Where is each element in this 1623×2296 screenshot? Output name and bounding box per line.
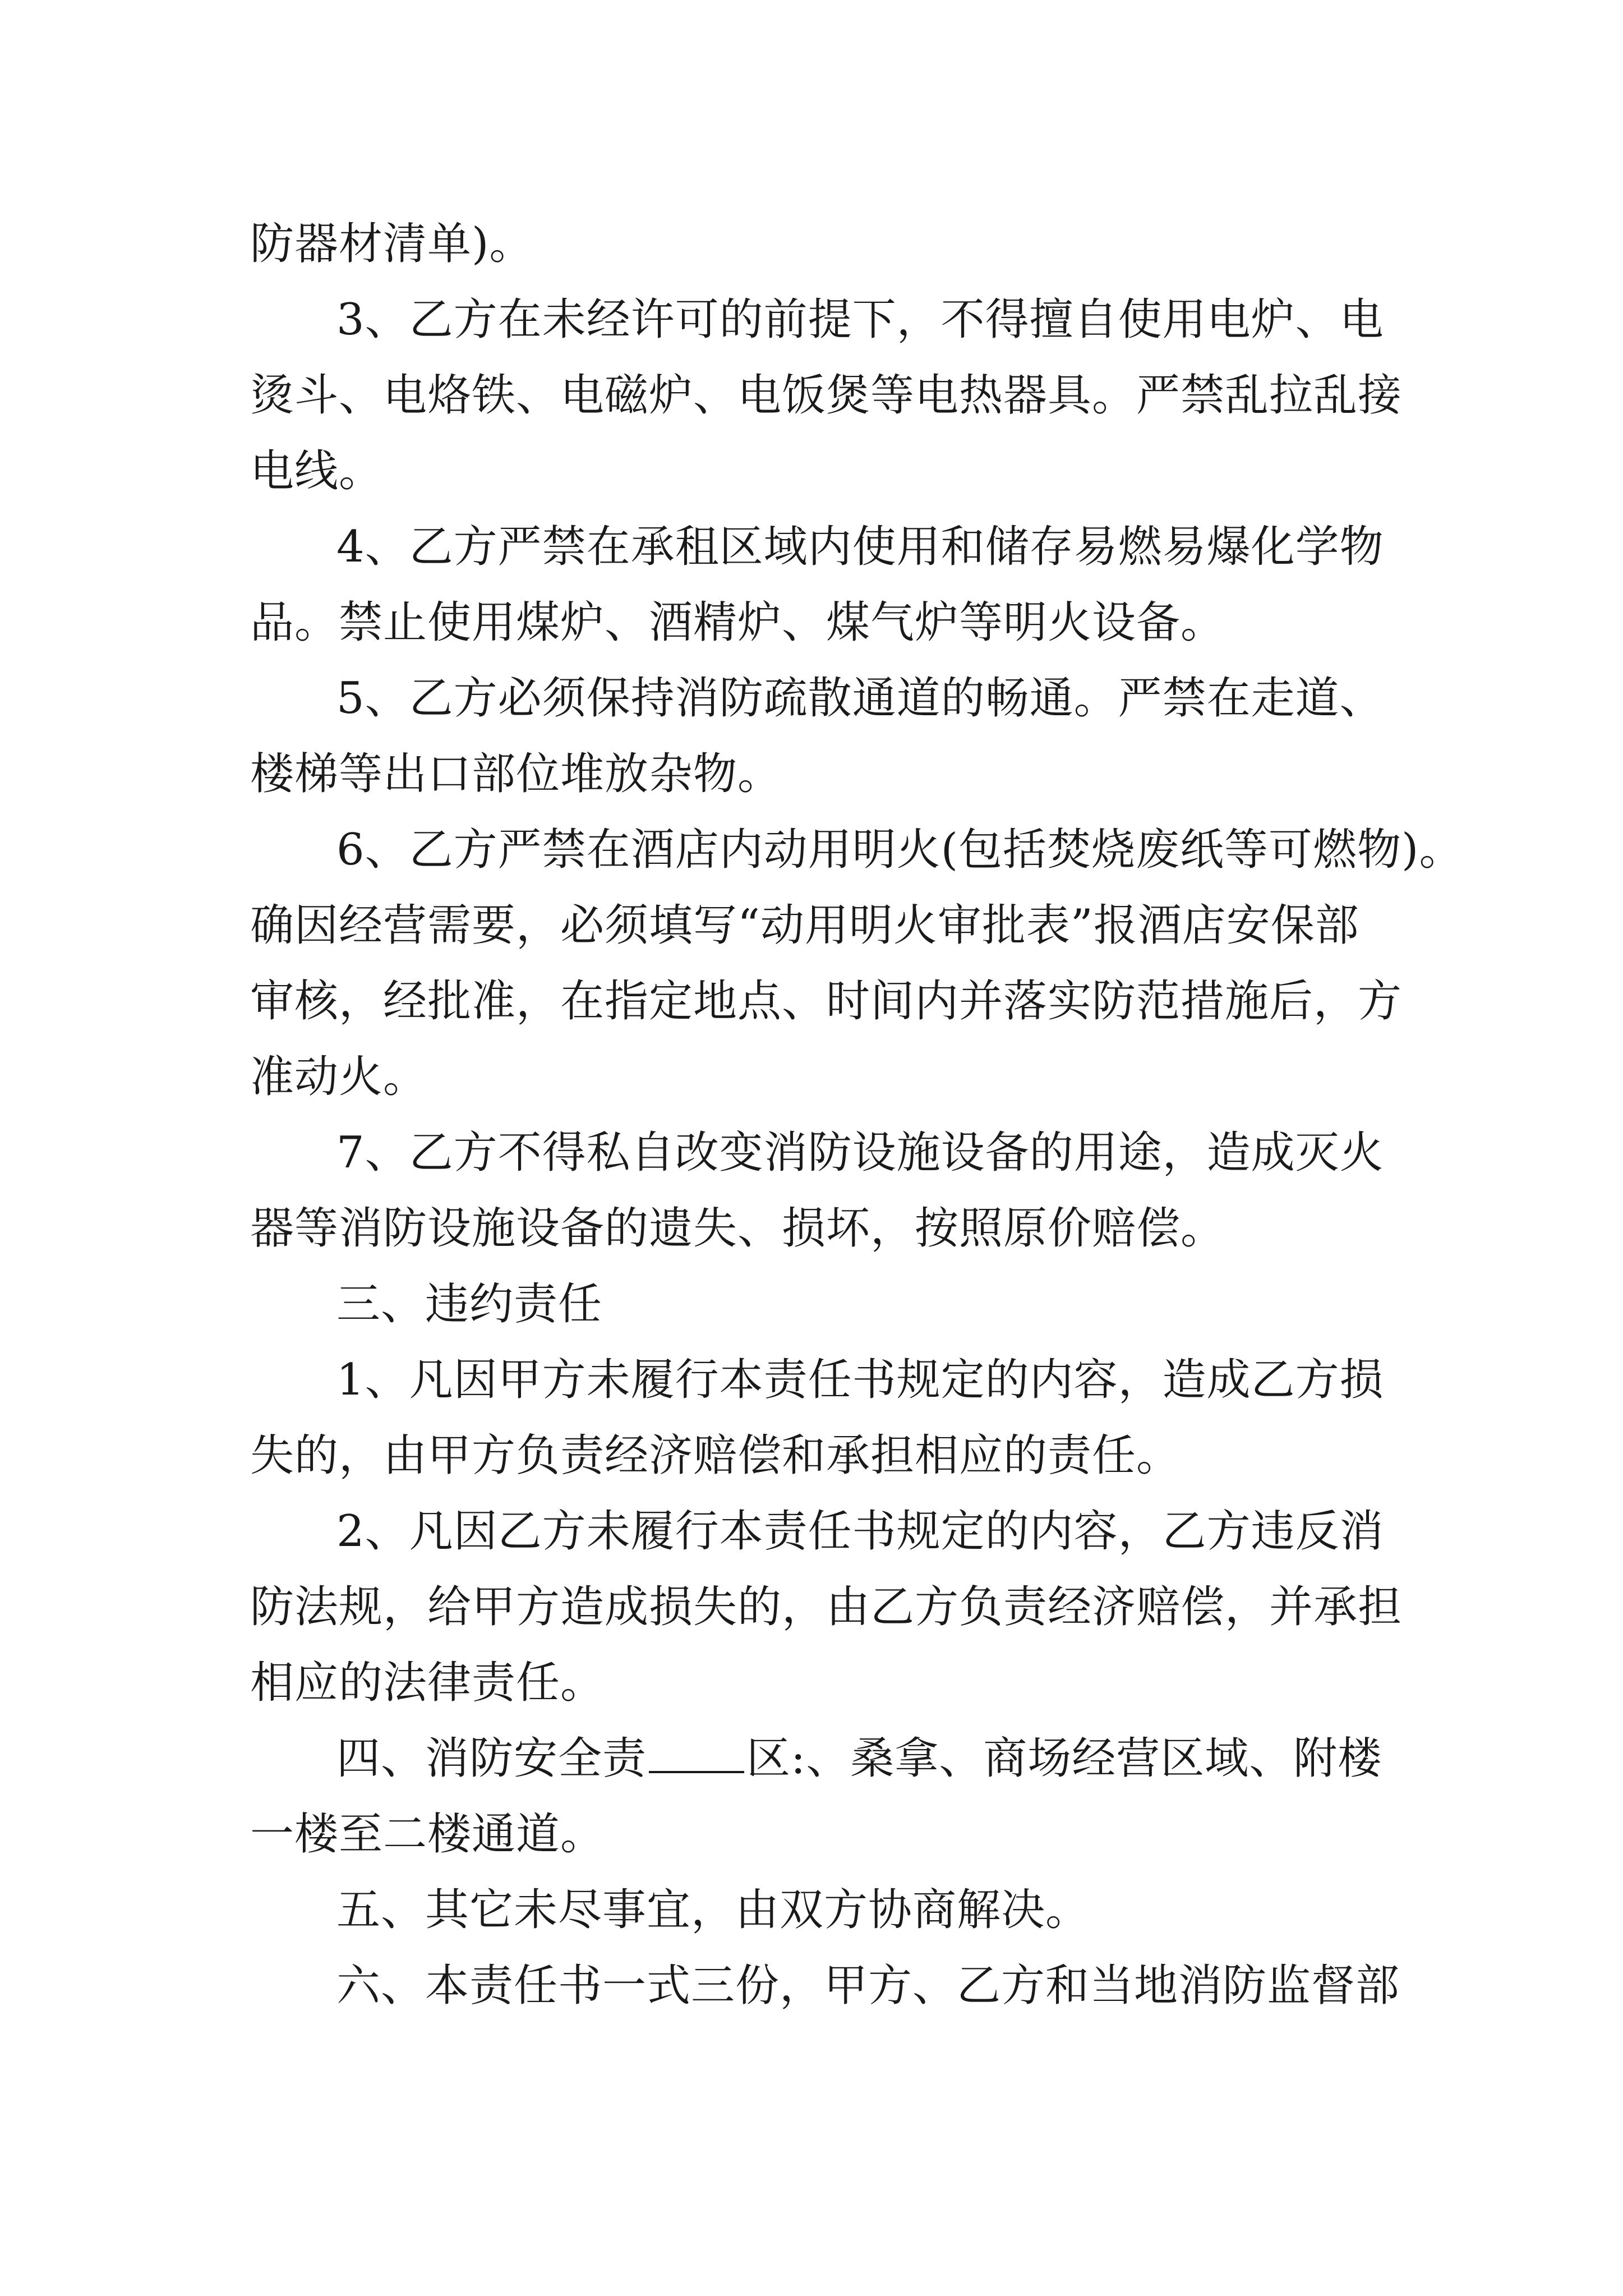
section-4-part-2: 区:、桑拿、商场经营区域、附楼: [746, 1733, 1382, 1784]
text-line-9: 6、乙方严禁在酒店内动用明火(包括焚烧废纸等可燃物)。: [336, 825, 1464, 875]
section-heading-4: [336, 1728, 1382, 1789]
text-line-20: 相应的法律责任。: [250, 1658, 605, 1708]
text-line-19: 防法规，给甲方造成损失的，由乙方负责经济赔偿，并承担: [250, 1582, 1403, 1632]
text-line-7: 5、乙方必须保持消防疏散通道的畅通。严禁在走道、: [336, 673, 1384, 724]
section-heading-3: 三、违约责任: [336, 1279, 603, 1329]
text-line-14: 器等消防设施设备的遗失、损坏，按照原价赔偿。: [250, 1203, 1225, 1254]
text-line-8: 楼梯等出口部位堆放杂物。: [250, 749, 782, 799]
text-line-12: 准动火。: [250, 1052, 428, 1102]
text-line-13: 7、乙方不得私自改变消防设施设备的用途，造成灭火: [336, 1128, 1384, 1178]
text-line-1: 防器材清单)。: [250, 219, 534, 269]
text-line-3: 烫斗、电烙铁、电磁炉、电饭煲等电热器具。严禁乱拉乱接: [250, 370, 1403, 421]
fill-in-blank: [649, 1736, 744, 1773]
section-4-part-1: 四、消防安全责: [336, 1733, 647, 1784]
text-line-6: 品。禁止使用煤炉、酒精炉、煤气炉等明火设备。: [250, 597, 1225, 648]
text-line-11: 审核，经批准，在指定地点、时间内并落实防范措施后，方: [250, 976, 1403, 1027]
section-heading-6: 六、本责任书一式三份，甲方、乙方和当地消防监督部: [336, 1961, 1400, 2011]
text-line-2: 3、乙方在未经许可的前提下，不得擅自使用电炉、电: [336, 295, 1384, 345]
text-line-16: 1、凡因甲方未履行本责任书规定的内容，造成乙方损: [336, 1355, 1384, 1405]
text-line-10: 确因经营需要，必须填写“动用明火审批表”报酒店安保部: [250, 900, 1359, 951]
text-line-18: 2、凡因乙方未履行本责任书规定的内容，乙方违反消: [336, 1506, 1384, 1557]
text-line-17: 失的，由甲方负责经济赔偿和承担相应的责任。: [250, 1430, 1181, 1481]
section-heading-5: 五、其它未尽事宜，由双方协商解决。: [336, 1885, 1090, 1935]
text-line-5: 4、乙方严禁在承租区域内使用和储存易燃易爆化学物: [336, 522, 1384, 572]
text-line-22: 一楼至二楼通道。: [250, 1809, 605, 1860]
text-line-4: 电线。: [250, 446, 384, 496]
